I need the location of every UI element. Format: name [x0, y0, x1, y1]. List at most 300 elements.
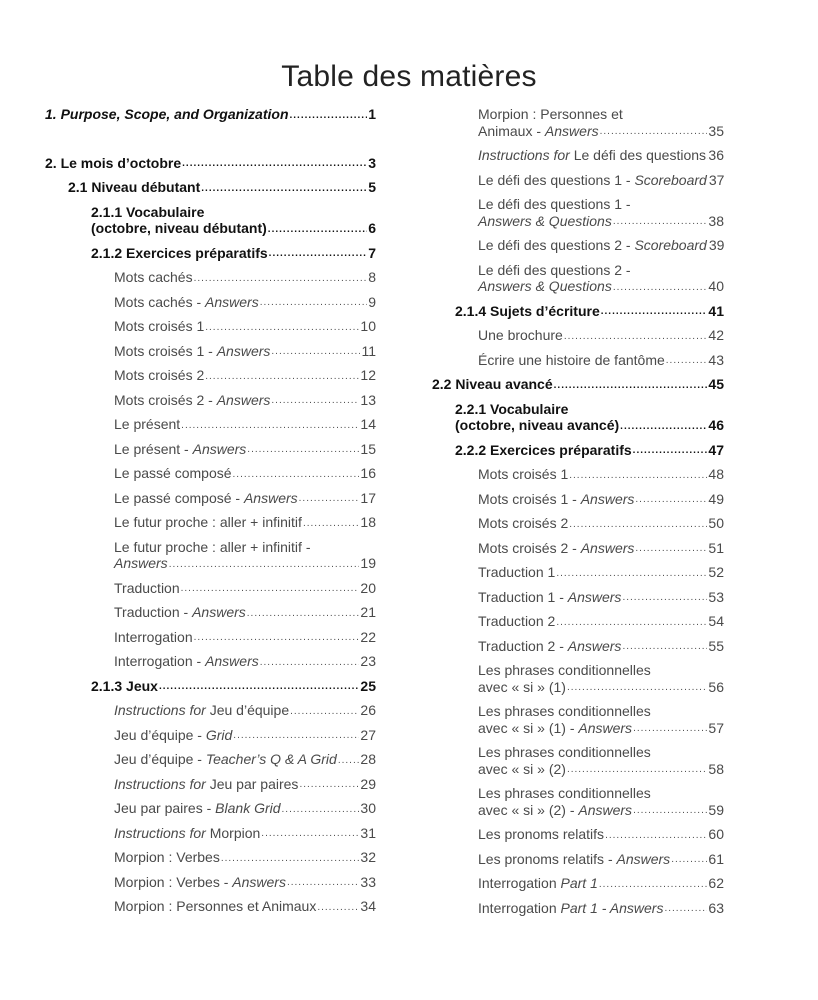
dot-leader [290, 705, 359, 719]
dot-leader [633, 804, 707, 818]
toc-entry[interactable] [45, 367, 376, 384]
toc-entry-title [114, 318, 204, 335]
toc-title-segment: avec « si » (1) [478, 678, 566, 695]
toc-entry-title [114, 441, 246, 458]
toc-entry-line [478, 638, 724, 655]
toc-title-segment: Le défi des questions 1 - [478, 196, 631, 212]
toc-entry[interactable] [432, 826, 724, 843]
toc-entry-line [91, 204, 376, 221]
toc-entry-title [478, 123, 599, 140]
toc-entry-line [478, 875, 724, 892]
toc-entry-line [478, 213, 724, 230]
toc-entry-line [114, 776, 376, 793]
dot-leader [182, 157, 367, 171]
toc-page-number: 56 [708, 678, 724, 695]
dot-leader [666, 354, 708, 368]
toc-entry-title [478, 147, 706, 164]
toc-title-segment: 2.2.2 Exercices préparatifs [455, 441, 632, 458]
toc-page-number: 60 [708, 826, 724, 842]
toc-entry[interactable] [45, 776, 376, 793]
toc-title-segment: Traduction 2 [478, 613, 556, 629]
toc-entry-line [114, 580, 376, 597]
toc-entry[interactable] [432, 875, 724, 892]
toc-entry[interactable] [432, 744, 724, 777]
toc-entry[interactable] [45, 245, 376, 262]
dot-leader [268, 223, 367, 237]
toc-title-segment: Interrogation [114, 628, 193, 645]
toc-entry[interactable] [45, 629, 376, 646]
dot-leader [601, 305, 708, 319]
toc-entry[interactable] [432, 900, 724, 917]
toc-entry-line [478, 466, 724, 483]
toc-entry-title [478, 491, 634, 508]
toc-page-number: 15 [360, 440, 376, 457]
toc-entry-line [478, 491, 724, 508]
toc-title-segment: Answers [192, 440, 247, 457]
toc-page-number: 63 [708, 899, 724, 916]
dot-leader [600, 125, 708, 139]
toc-entry[interactable] [432, 564, 724, 581]
dot-leader [556, 616, 707, 630]
toc-entry-title [45, 155, 181, 172]
toc-entry[interactable] [432, 703, 724, 736]
toc-entry-title [478, 589, 621, 606]
toc-title-segment: Answers [216, 342, 271, 359]
toc-entry-title [478, 785, 651, 801]
toc-page-number: 6 [368, 220, 376, 236]
toc-entry[interactable] [432, 540, 724, 557]
toc-entry-title [478, 851, 670, 868]
toc-page-number: 40 [708, 278, 724, 294]
toc-page-number: 51 [708, 539, 724, 556]
toc-entry[interactable] [432, 303, 724, 320]
toc-title-segment: Mots cachés - [114, 293, 206, 310]
toc-page-number: 37 [708, 171, 725, 188]
toc-entry-title [478, 744, 651, 760]
toc-page-number: 55 [708, 637, 724, 654]
toc-page-number: 35 [708, 122, 724, 139]
toc-entry-line [478, 802, 724, 819]
dot-leader [564, 330, 708, 344]
toc-column-left [45, 106, 376, 923]
toc-entry-title [478, 638, 621, 655]
toc-entry-line [478, 262, 724, 279]
toc-entry[interactable] [45, 678, 376, 695]
toc-title-segment: Mots croisés 1 [114, 318, 205, 334]
toc-page-number: 11 [361, 342, 376, 359]
dot-leader [620, 420, 707, 434]
toc-title-segment: Le défi des questions 2 - [478, 261, 631, 278]
toc-title-segment: 1. Purpose, Scope, and Organization [45, 106, 289, 122]
toc-entry-title [478, 826, 604, 843]
toc-entry-title [478, 679, 566, 696]
page-title: Table des matières [281, 60, 537, 94]
toc-page-number: 54 [708, 613, 724, 629]
toc-title-segment: Answers [205, 293, 259, 310]
toc-entry-title [68, 179, 200, 196]
toc-page-number: 32 [360, 849, 376, 865]
toc-entry-line [432, 376, 724, 393]
toc-title-segment: Morpion : Personnes et [478, 106, 623, 122]
toc-entry-title [114, 751, 337, 768]
dot-leader [233, 468, 360, 482]
toc-entry-line [478, 826, 724, 843]
toc-title-segment: Answers [578, 719, 633, 736]
dot-leader [260, 656, 360, 670]
toc-title-segment: Answers [567, 637, 622, 654]
toc-page-number: 39 [708, 237, 725, 253]
toc-entry-title [114, 490, 298, 507]
toc-entry-line [478, 123, 724, 140]
toc-entry-line [114, 441, 376, 458]
toc-entry[interactable] [45, 825, 376, 842]
toc-page-number: 5 [368, 179, 376, 195]
toc-page-number: 46 [708, 417, 724, 433]
toc-page-number: 29 [360, 775, 376, 792]
toc-entry[interactable] [432, 172, 724, 189]
toc-page-number: 50 [708, 515, 724, 531]
toc-entry-title [45, 106, 289, 123]
toc-entry[interactable] [432, 851, 724, 868]
dot-leader [633, 444, 708, 458]
toc-entry-title [114, 416, 180, 433]
toc-entry-title [114, 825, 260, 842]
toc-page-number: 18 [360, 514, 376, 530]
dot-leader [260, 296, 367, 310]
toc-entry-title [478, 564, 555, 581]
toc-title-segment: Answers [232, 873, 286, 890]
toc-page-number: 20 [360, 579, 376, 596]
toc-entry-title [478, 515, 568, 532]
toc-title-segment: Les phrases conditionnelles [478, 785, 651, 801]
toc-title-segment: Le passé composé - [114, 489, 244, 506]
toc-title-segment: Instructions for [114, 824, 206, 841]
toc-entry-line [114, 702, 376, 719]
toc-entry[interactable] [45, 441, 376, 458]
toc-entry[interactable] [45, 580, 376, 597]
toc-entry-title [114, 367, 204, 384]
toc-title-segment: Mots cachés [114, 269, 193, 285]
toc-title-segment: Mots croisés 2 - [114, 391, 217, 408]
toc-title-segment: Answers [580, 539, 635, 556]
toc-entry-title [114, 653, 259, 670]
toc-entry-line [478, 589, 724, 606]
toc-title-segment: Instructions for [114, 775, 206, 792]
toc-title-segment: 2.1.2 Exercices préparatifs [91, 244, 268, 261]
toc-entry-line [91, 245, 376, 262]
toc-page-number: 21 [360, 604, 376, 620]
toc-entry[interactable] [432, 491, 724, 508]
toc-entry-title [478, 327, 563, 344]
toc-entry-line [114, 874, 376, 891]
toc-entry-title [478, 237, 707, 254]
toc-entry-line [478, 703, 724, 720]
dot-leader [554, 379, 708, 393]
toc-page-number: 61 [708, 850, 724, 867]
toc-entry[interactable] [45, 490, 376, 507]
toc-entry-title [455, 417, 619, 434]
toc-title-segment: Interrogation - [114, 653, 206, 669]
toc-entry[interactable] [45, 179, 376, 196]
dot-leader [633, 722, 707, 736]
toc-page-number: 57 [708, 719, 724, 736]
toc-page-number: 59 [708, 801, 724, 818]
toc-entry[interactable] [432, 147, 724, 164]
toc-entry[interactable] [45, 416, 376, 433]
toc-entry[interactable] [45, 539, 376, 572]
toc-entry-title [91, 678, 158, 695]
toc-entry-title [478, 761, 566, 778]
toc-entry-title [114, 580, 180, 597]
toc-entry[interactable] [45, 106, 376, 123]
toc-entry-line [114, 367, 376, 384]
toc-entry[interactable] [432, 638, 724, 655]
toc-page-number: 7 [368, 244, 376, 261]
toc-entry[interactable] [432, 401, 724, 434]
dot-leader [194, 272, 368, 286]
toc-entry-title [478, 278, 612, 295]
toc-page-number: 38 [708, 212, 724, 229]
toc-entry-line [478, 785, 724, 802]
toc-entry-line [478, 237, 724, 254]
toc-page-number: 16 [360, 465, 376, 481]
toc-title-segment: Les phrases conditionnelles [478, 662, 651, 678]
toc-entry[interactable] [45, 653, 376, 670]
toc-entry[interactable] [45, 751, 376, 768]
toc-entry-line [478, 761, 724, 778]
toc-title-segment: Grid [205, 726, 233, 743]
dot-leader [271, 345, 360, 359]
dot-leader [194, 631, 360, 645]
toc-entry[interactable] [432, 352, 724, 369]
toc-entry-line [478, 679, 724, 696]
toc-page-number: 36 [708, 147, 724, 163]
toc-entry[interactable] [45, 800, 376, 817]
toc-title-segment: Traduction - [114, 604, 193, 620]
toc-entry[interactable] [432, 376, 724, 393]
toc-page-number: 23 [360, 653, 376, 669]
toc-title-segment: Les phrases conditionnelles [478, 744, 651, 760]
dot-leader [605, 829, 707, 843]
toc-entry-line [114, 294, 376, 311]
dot-leader [599, 878, 708, 892]
dot-leader [622, 640, 707, 654]
toc-entry[interactable] [45, 874, 376, 891]
toc-entry-title [114, 269, 193, 286]
toc-title-segment: 2.1 Niveau débutant [68, 179, 201, 195]
toc-entry-line [114, 539, 376, 556]
toc-title-segment: Instructions for [114, 702, 206, 718]
toc-entry-line [478, 662, 724, 679]
toc-entry-line [455, 303, 724, 320]
toc-entry[interactable] [432, 442, 724, 459]
toc-entry[interactable] [432, 466, 724, 483]
toc-entry[interactable] [432, 662, 724, 695]
toc-title-segment: Le présent - [114, 440, 193, 457]
toc-page-number: 8 [368, 269, 376, 285]
toc-title-segment: 2.1.3 Jeux [91, 677, 158, 694]
toc-entry-line [478, 744, 724, 761]
toc-title-segment: Answers [567, 588, 622, 605]
toc-title-segment: Traduction 1 - [478, 588, 568, 605]
toc-entry-line [114, 604, 376, 621]
toc-entry-title [114, 539, 311, 555]
toc-title-segment: Teacher’s Q & A Grid [205, 751, 337, 767]
toc-title-segment: Morpion : Verbes - [114, 873, 233, 890]
toc-entry[interactable] [45, 702, 376, 719]
toc-entry[interactable] [45, 294, 376, 311]
toc-entry[interactable] [432, 613, 724, 630]
toc-title-segment: Interrogation [478, 875, 561, 891]
toc-entry-title [478, 802, 632, 819]
toc-entry-line [478, 720, 724, 737]
toc-entry[interactable] [432, 106, 724, 139]
toc-entry-title [91, 204, 204, 220]
toc-entry[interactable] [45, 898, 376, 915]
toc-page-number: 1 [368, 106, 376, 122]
toc-title-segment: Traduction [114, 579, 180, 596]
toc-entry-title [114, 898, 316, 915]
toc-entry-title [478, 540, 634, 557]
toc-entry[interactable] [432, 515, 724, 532]
toc-entry-title [455, 442, 632, 459]
toc-entry-title [114, 629, 193, 646]
toc-page-number: 19 [360, 555, 376, 571]
toc-entry[interactable] [45, 465, 376, 482]
toc-entry[interactable] [45, 204, 376, 237]
toc-title-segment: Jeu d’équipe - [114, 751, 206, 767]
toc-page-number: 28 [360, 751, 376, 767]
toc-entry-title [478, 720, 632, 737]
dot-leader [613, 281, 708, 295]
toc-entry-title [114, 702, 289, 719]
toc-title-segment: (octobre, niveau débutant) [91, 220, 267, 236]
dot-leader [269, 247, 368, 261]
toc-entry-title [478, 352, 665, 369]
toc-title-segment: Écrire une histoire de fantôme [478, 351, 665, 368]
toc-entry-title [114, 800, 281, 817]
toc-title-segment: Traduction 1 [478, 564, 556, 580]
dot-leader [635, 542, 707, 556]
toc-entry-title [114, 294, 259, 311]
toc-title-segment: Le futur proche : aller + infinitif - [114, 538, 311, 555]
toc-title-segment: Instructions for [478, 147, 570, 163]
toc-entry[interactable] [45, 392, 376, 409]
toc-entry-line [455, 442, 724, 459]
toc-entry[interactable] [432, 237, 724, 254]
toc-entry[interactable] [432, 196, 724, 229]
toc-title-segment: Une brochure [478, 327, 563, 343]
toc-entry-line [114, 629, 376, 646]
toc-title-segment: Answers [616, 850, 671, 867]
toc-entry[interactable] [432, 785, 724, 818]
toc-entry-title [455, 303, 600, 320]
dot-leader [567, 763, 707, 777]
toc-entry-title [91, 245, 268, 262]
toc-entry[interactable] [45, 849, 376, 866]
toc-page-number: 42 [708, 327, 724, 343]
toc-entry-line [114, 555, 376, 572]
dot-leader [261, 827, 359, 841]
dot-leader [205, 321, 359, 335]
toc-entry[interactable] [432, 262, 724, 295]
toc-title-segment: Answers [578, 801, 633, 818]
toc-entry-line [478, 352, 724, 369]
toc-entry[interactable] [432, 327, 724, 344]
toc-title-segment: Mots croisés 2 [114, 367, 205, 383]
toc-title-segment: Les phrases conditionnelles [478, 703, 651, 719]
dot-leader [613, 215, 708, 229]
toc-page-number: 41 [708, 302, 724, 319]
toc-title-segment: avec « si » (2) [478, 760, 566, 777]
dot-leader [159, 680, 359, 694]
dot-leader [567, 681, 707, 695]
toc-title-segment: 2.1.4 Sujets d’écriture [455, 302, 600, 319]
toc-page-number: 48 [708, 466, 724, 482]
toc-entry-line [478, 172, 724, 189]
toc-entry[interactable] [45, 727, 376, 744]
dot-leader [299, 492, 360, 506]
toc-title-segment: Mots croisés 2 - [478, 539, 581, 556]
toc-entry-line [114, 751, 376, 768]
toc-title-segment: Le passé composé [114, 465, 232, 481]
dot-leader [247, 443, 359, 457]
toc-page-number: 47 [708, 441, 724, 458]
toc-entry-line [114, 849, 376, 866]
toc-entry-line [114, 825, 376, 842]
toc-title-segment: Mots croisés 1 [478, 466, 569, 482]
toc-page-number: 25 [360, 677, 376, 694]
toc-title-segment: Scoreboard [634, 171, 707, 188]
toc-entry-line [478, 613, 724, 630]
toc-entry-title [478, 466, 568, 483]
toc-entry[interactable] [45, 514, 376, 531]
toc-entry[interactable] [432, 589, 724, 606]
toc-entry-line [478, 147, 724, 164]
dot-leader [569, 518, 707, 532]
toc-page-number: 27 [360, 726, 376, 743]
toc-title-segment: avec « si » (2) - [478, 801, 579, 818]
toc-title-segment: Part 1 [560, 875, 598, 891]
toc-title-segment: Les pronoms relatifs [478, 826, 605, 842]
toc-entry-line [114, 416, 376, 433]
toc-entry-line [478, 106, 724, 123]
toc-page-number: 17 [360, 489, 376, 506]
toc-entry[interactable] [45, 604, 376, 621]
toc-entry-line [478, 851, 724, 868]
toc-entry-title [478, 900, 663, 917]
toc-entry-title [114, 849, 220, 866]
toc-entry[interactable] [45, 318, 376, 335]
toc-entry-line [91, 220, 376, 237]
toc-title-segment: Jeu par paires [205, 775, 299, 792]
toc-entry-title [114, 392, 270, 409]
toc-entry-line [114, 318, 376, 335]
dot-leader [181, 582, 360, 596]
toc-entry-title [478, 106, 623, 122]
toc-title-segment: Le défi des questions [569, 147, 707, 163]
toc-entry-title [455, 401, 568, 417]
toc-title-segment: Morpion [205, 824, 261, 841]
toc-page-number: 34 [360, 898, 376, 914]
toc-entry[interactable] [45, 269, 376, 286]
toc-entry[interactable] [45, 155, 376, 172]
toc-title-segment: Mots croisés 1 - [114, 342, 217, 359]
toc-entry[interactable] [45, 343, 376, 360]
dot-leader [671, 853, 707, 867]
toc-title-segment: 2.1.1 Vocabulaire [91, 203, 205, 220]
toc-title-segment: Answers [114, 555, 168, 571]
